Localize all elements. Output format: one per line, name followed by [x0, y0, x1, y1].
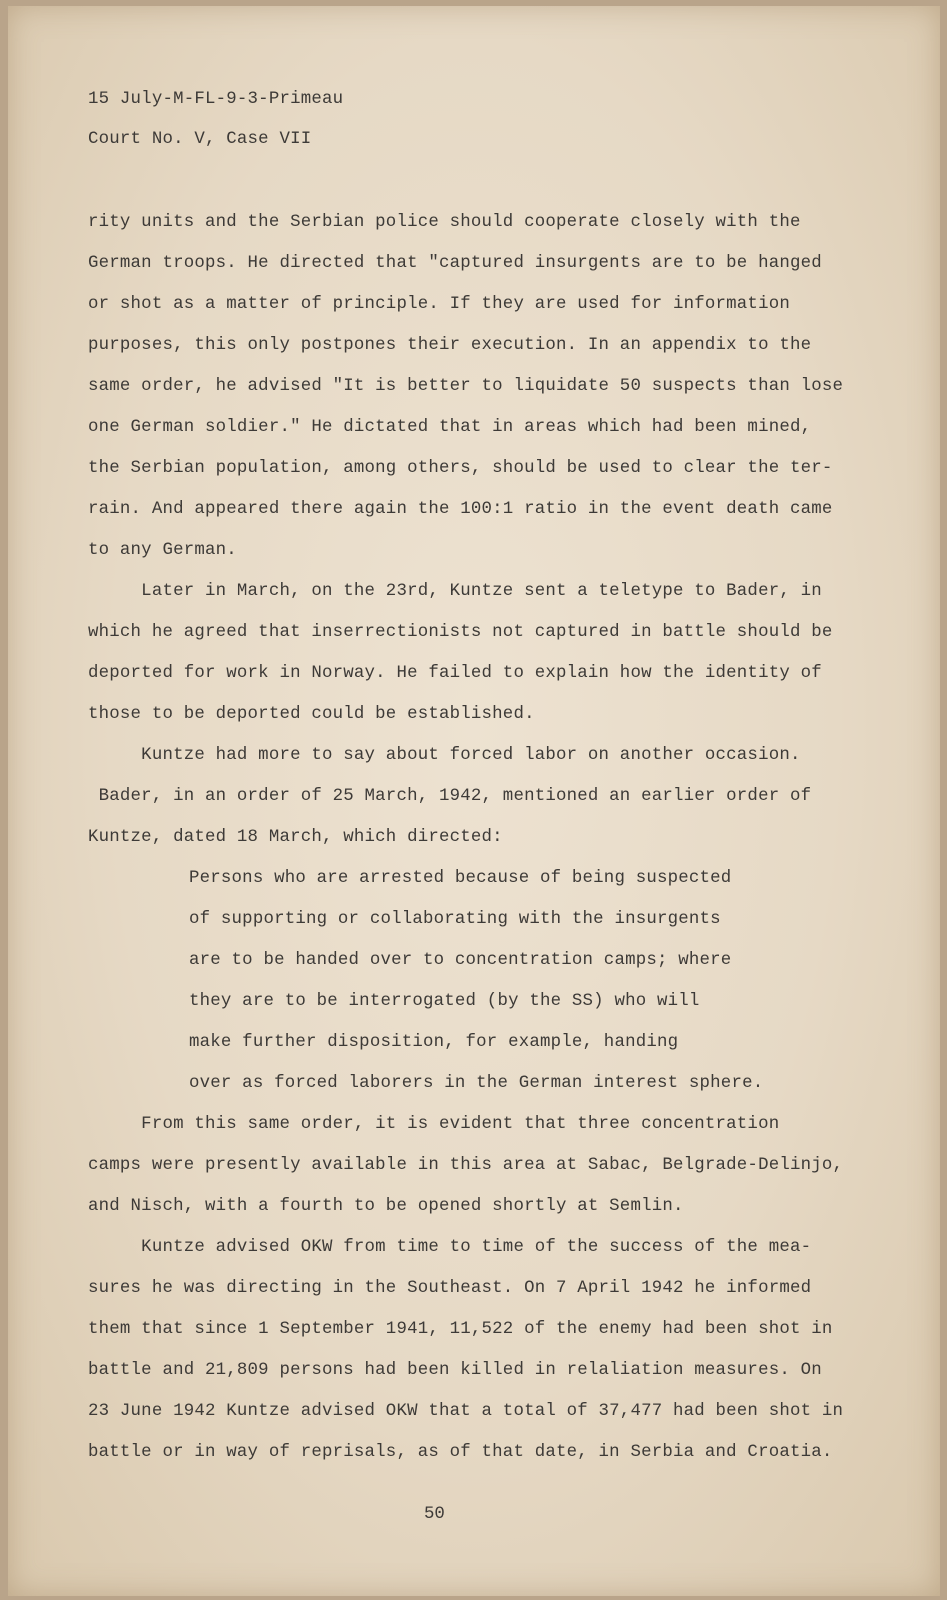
text-line: Kuntze, dated 18 March, which directed:	[88, 828, 503, 847]
text-line: battle or in way of reprisals, as of that date, in Serbia and Croatia.	[88, 1443, 833, 1462]
text-line: them that since 1 September 1941, 11,522 of the enemy had been shot in	[88, 1320, 833, 1339]
text-line: Later in March, on the 23rd, Kuntze sent a teletype to Bader, in	[88, 582, 822, 601]
text-line: 23 June 1942 Kuntze advised OKW that a total of 37,477 had been shot in	[88, 1402, 844, 1421]
text-line: German troops. He directed that "captured insurgents are to be hanged	[88, 254, 822, 273]
quote-line: Persons who are arrested because of being suspected	[189, 869, 732, 888]
quote-line: they are to be interrogated (by the SS) who will	[189, 992, 700, 1011]
text-line: battle and 21,809 persons had been killed in relaliation measures. On	[88, 1361, 822, 1380]
text-line: and Nisch, with a fourth to be opened shortly at Semlin.	[88, 1197, 684, 1216]
quote-line: over as forced laborers in the German interest sphere.	[189, 1074, 764, 1093]
text-line: to any German.	[88, 541, 237, 560]
header-court: Court No. V, Case VII	[88, 130, 312, 149]
quote-line: are to be handed over to concentration camps; where	[189, 951, 732, 970]
text-line: sures he was directing in the Southeast. On 7 April 1942 he informed	[88, 1279, 812, 1298]
text-line: same order, he advised "It is better to liquidate 50 suspects than lose	[88, 377, 844, 396]
text-line: which he agreed that inserrectionists not captured in battle should be	[88, 623, 833, 642]
quote-line: of supporting or collaborating with the insurgents	[189, 910, 721, 929]
text-line: camps were presently available in this area at Sabac, Belgrade-Delinjo,	[88, 1156, 844, 1175]
text-line: Kuntze had more to say about forced labor on another occasion.	[88, 746, 801, 765]
text-line: the Serbian population, among others, should be used to clear the ter-	[88, 459, 833, 478]
text-line: Bader, in an order of 25 March, 1942, mentioned an earlier order of	[88, 787, 812, 806]
text-line: Kuntze advised OKW from time to time of the success of the mea-	[88, 1238, 812, 1257]
header-case-reference: 15 July-M-FL-9-3-Primeau	[88, 90, 344, 109]
quote-line: make further disposition, for example, handing	[189, 1033, 679, 1052]
text-line: rity units and the Serbian police should cooperate closely with the	[88, 213, 801, 232]
text-line: deported for work in Norway. He failed to explain how the identity of	[88, 664, 822, 683]
text-line: one German soldier." He dictated that in areas which had been mined,	[88, 418, 812, 437]
text-line: purposes, this only postpones their execution. In an appendix to the	[88, 336, 812, 355]
text-line: rain. And appeared there again the 100:1 ratio in the event death came	[88, 500, 833, 519]
text-line: or shot as a matter of principle. If they are used for information	[88, 295, 790, 314]
text-line: From this same order, it is evident that three concentration	[88, 1115, 780, 1134]
text-line: those to be deported could be established.	[88, 705, 535, 724]
page-number: 50	[424, 1505, 445, 1524]
